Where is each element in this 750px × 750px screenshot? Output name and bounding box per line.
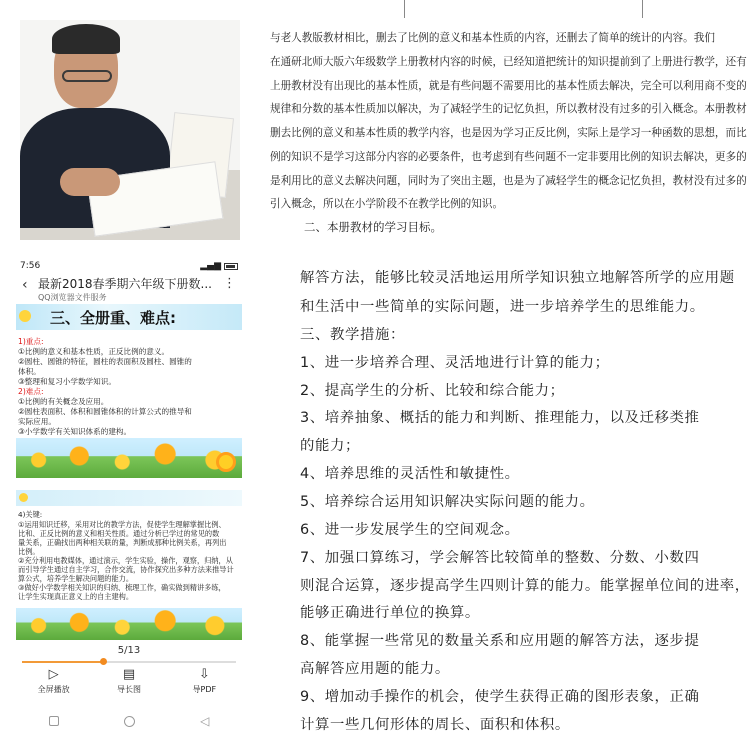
status-time: 7:56 [20,261,41,271]
slide-header-band [16,490,242,506]
fullscreen-play-button[interactable] [24,666,84,704]
sun-icon [19,493,28,502]
doc-line: 规律和分数的基本性质加以解决，为了减轻学生的记忆负担，所以教材没有过多的引入概念。本册教材 [270,103,747,115]
doc-line: 3、培养抽象、概括的能力和判断、推理能力，以及迁移类推 [300,410,700,426]
slide-line: ②充分利用电教媒体，通过演示，学生实验，操作，观察，归纳，从 [18,556,233,565]
back-triangle-icon[interactable]: ◁ [200,714,210,728]
slide-line: 算公式，培养学生解决问题的能力。 [18,574,134,583]
play-icon: ▷ [48,667,59,682]
doc-line: 和生活中一些简单的实际问题，进一步培养学生的思维能力。 [300,299,705,315]
doc-line: 9、增加动手操作的机会，使学生获得正确的图形表象，正确 [300,689,700,705]
page-divider [404,0,405,18]
system-nav-bar [16,706,242,736]
bottom-toolbar [16,666,242,704]
status-bar [16,258,242,274]
page-divider [642,0,643,18]
home-icon[interactable] [124,716,135,727]
top-document-page [262,0,750,248]
document-source: QQ浏览器文件服务 [38,293,107,302]
doc-line: 6、进一步发展学生的空间观念。 [300,522,520,538]
slide-line: ②圆柱、圆锥的特征，圆柱的表面积及圆柱、圆锥的 [18,357,192,366]
signal-icon: ▂▄▆ [200,261,221,271]
slide-line: 2)难点: [18,387,44,396]
back-arrow-icon[interactable]: ‹ [22,277,28,293]
tool-label: 导PDF [192,685,217,694]
photo-glasses [62,70,112,82]
doc-line: 2、提高学生的分析、比较和综合能力； [300,383,565,399]
export-pdf-button[interactable] [174,666,234,704]
doc-line: 例的知识不是学习这部分内容的必要条件，也考虑到有些问题不一定非要用比例的知识去解决，更多的 [270,151,747,163]
progress-handle[interactable] [100,658,107,665]
slide-line: ②圆柱表面积、体积和圆锥体积的计算公式的推导和 [18,407,192,416]
sunflower-banner [16,438,242,478]
photo-hand [60,168,120,196]
phone-screenshot [16,258,242,746]
slide-line: ①运用知识迁移，采用对比的教学方法，促使学生理解掌握比例、 [18,520,226,529]
slide-line: ③小学数学有关知识体系的建构。 [18,427,132,436]
doc-line: 在通研北师大版六年级数学上册教材内容的时候，已经知道把统计的知识提前到了上册进行教学，还有 [270,56,747,68]
tool-label: 全屏播放 [37,685,70,694]
recent-apps-icon[interactable] [49,716,59,726]
doc-line: 能够正确进行单位的换算。 [300,605,480,621]
doc-line: 的能力； [300,438,360,454]
doc-heading: 二、本册教材的学习目标。 [304,220,442,234]
doc-line: 上册教材没有出现比的基本性质，就是有些问题不需要用比的基本性质去解决，完全可以利用商不变的 [270,80,747,92]
status-icons [200,261,238,271]
doc-line: 计算一些几何形体的周长、面积和体积。 [300,717,570,733]
slide-line: 4)关键: [18,510,43,519]
more-options-icon[interactable]: ⋮ [223,276,236,291]
slide-line: ①比例的有关概念及应用。 [18,397,109,406]
slide-line: 比例。 [18,547,40,556]
app-header [16,274,242,304]
doc-line: 则混合运算，逐步提高学生四则计算的能力。能掌握单位间的进率， [300,578,750,594]
photo-person-hair [52,24,120,54]
sun-icon [19,310,31,322]
doc-line: 高解答应用题的能力。 [300,661,450,677]
doc-line: 5、培养综合运用知识解决实际问题的能力。 [300,494,595,510]
doc-line: 是利用比的意义去解决问题，同时为了突出主题，也是为了减轻学生的概念记忆负担，教材没有过多的 [270,175,747,187]
long-image-icon: ▤ [122,667,136,682]
battery-icon [224,263,238,270]
slide-line: ③整理和复习小学数学知识。 [18,377,116,386]
tool-label: 导长图 [116,685,141,694]
doc-line: 三、教学措施： [300,327,405,343]
sunflower-mascot [216,452,236,472]
bottom-document-page [290,258,750,750]
doc-line: 4、培养思维的灵活性和敏捷性。 [300,466,520,482]
slide-line: 让学生实现真正意义上的自主建构。 [18,592,134,601]
slide-line: 量关系，正确找出两种相关联的量，判断成那种比例关系，再列出 [18,538,227,547]
slide-heading: 三、全册重、难点: [50,309,176,327]
slide-line: ③做好小学数学相关知识的归纳、梳理工作，确实做到精讲多练， [18,583,226,592]
doc-line: 8、能掌握一些常见的数量关系和应用题的解答方法，逐步提 [300,633,700,649]
slide-line: 体积。 [18,367,41,376]
slide-key-points [16,304,242,478]
document-title: 最新2018春季期六年级下册数... [38,277,212,291]
slide-line: 1)重点: [18,337,44,346]
slide-line: 而引导学生通过自主学习，合作交流，协作探究出多种方法来推导计 [18,565,234,574]
teacher-photo [20,20,240,240]
export-long-image-button[interactable] [99,666,159,704]
pdf-icon: ⇩ [198,667,210,682]
sunflower-banner [16,608,242,640]
page-indicator: 5/13 [117,645,141,656]
slide-line: ①比例的意义和基本性质，正反比例的意义。 [18,347,170,356]
doc-line: 删去比例的意义和基本性质的教学内容，也是因为学习正反比例，实际上是学习一种函数的思想，而比 [270,127,747,139]
page-progress-bar[interactable] [22,661,236,663]
slide-line: 实际应用。 [18,417,56,426]
doc-line: 1、进一步培养合理、灵活地进行计算的能力； [300,355,610,371]
progress-fill [22,661,103,663]
doc-line: 7、加强口算练习，学会解答比较简单的整数、分数、小数四 [300,550,700,566]
slide-line: 比和、正反比例的意义和相关性质。通过分析已学过的常见的数 [18,529,220,538]
doc-line: 引入概念，所以在小学阶段不在教学比例的知识。 [270,198,504,210]
doc-line: 与老人教版教材相比，删去了比例的意义和基本性质的内容，还删去了简单的统计的内容。我们 [270,32,715,44]
doc-line: 解答方法，能够比较灵活地运用所学知识独立地解答所学的应用题 [300,270,735,286]
slide-key-methods [16,490,242,640]
